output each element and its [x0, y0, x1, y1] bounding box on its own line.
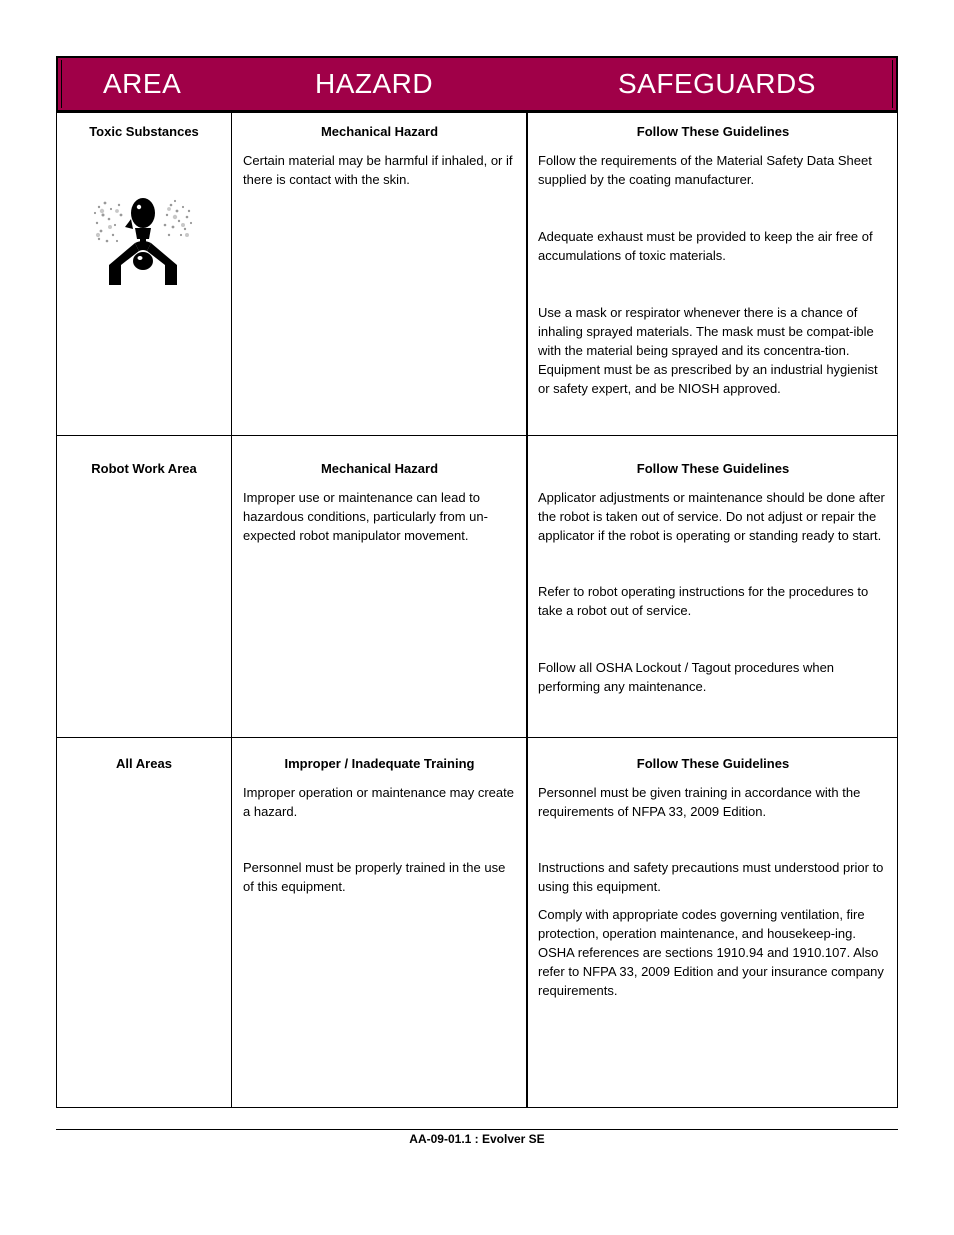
- area-label: All Areas: [116, 756, 172, 771]
- document-footer: AA-09-01.1 : Evolver SE: [409, 1132, 545, 1146]
- area-label: Robot Work Area: [91, 461, 197, 476]
- header-area: AREA: [103, 68, 182, 99]
- table-row-safeguards: [528, 123, 898, 398]
- header-safeguards: SAFEGUARDS: [618, 68, 816, 99]
- table-row-area: [57, 755, 231, 783]
- safety-table: [56, 112, 898, 1108]
- table-row-area: [57, 123, 231, 151]
- row-divider: [57, 737, 897, 738]
- header-hazard: HAZARD: [315, 68, 434, 99]
- hazard-text: Certain material may be harmful if inhaled, or if there is contact with the skin.: [243, 153, 513, 187]
- hazard-text: Improper use or maintenance can lead to hazardous conditions, particularly from un-expected robot manipulator movement.: [243, 490, 488, 543]
- safeguard-title: Follow These Guidelines: [636, 461, 790, 476]
- safeguard-text: Adequate exhaust must be provided to keep the air free of accumulations of toxic materials.: [538, 229, 873, 263]
- table-header: [56, 56, 898, 112]
- table-row-area: [57, 460, 231, 488]
- toxic-inhalation-hazard-icon: [91, 195, 195, 289]
- table-row-safeguards: [528, 460, 898, 696]
- safeguard-text: Personnel must be given training in accordance with the requirements of NFPA 33, 2009 Edition.: [538, 785, 861, 819]
- table-row-hazard: [232, 460, 526, 545]
- table-row-hazard: [232, 755, 526, 896]
- safeguard-text: Instructions and safety precautions must understood prior to using this equipment.: [538, 860, 884, 894]
- row-divider: [57, 435, 897, 436]
- safeguard-text: Applicator adjustments or maintenance should be done after the robot is taken out of service. Do not adjust or repair the applicator if the robot is operating or standing ready to start.: [538, 490, 885, 543]
- safeguard-text: Refer to robot operating instructions for the procedures to take a robot out of service.: [538, 584, 869, 618]
- hazard-text: Improper operation or maintenance may create a hazard.: [243, 785, 514, 819]
- area-label: Toxic Substances: [89, 124, 199, 139]
- hazard-title: Mechanical Hazard: [320, 124, 439, 139]
- hazard-title: Mechanical Hazard: [320, 461, 439, 476]
- footer-divider: [56, 1129, 898, 1130]
- table-row-safeguards: [528, 755, 898, 1000]
- table-row-hazard: [232, 123, 526, 189]
- safeguard-text: Comply with appropriate codes governing ventilation, fire protection, operation maintenance, and housekeep-ing. OSHA references are sections 1910.94 and 1910.107. Also refer to NFPA 33, 2009 Edition and your insurance company requirements.: [538, 907, 884, 998]
- safeguard-text: Follow the requirements of the Material Safety Data Sheet supplied by the coating manufacturer.: [538, 153, 872, 187]
- safeguard-title: Follow These Guidelines: [636, 124, 790, 139]
- safeguard-text: Use a mask or respirator whenever there is a chance of inhaling sprayed materials. The mask must be compat-ible with the material being sprayed and its concentra-tion. Equipment must be as prescribed by an industrial hygienist or safety expert, and be NIOSH approved.: [538, 305, 878, 396]
- hazard-title: Improper / Inadequate Training: [284, 756, 475, 771]
- safeguard-text: Follow all OSHA Lockout / Tagout procedures when performing any maintenance.: [538, 660, 835, 694]
- hazard-text: Personnel must be properly trained in the use of this equipment.: [243, 860, 506, 894]
- column-divider: [231, 113, 232, 1107]
- safeguard-title: Follow These Guidelines: [636, 756, 790, 771]
